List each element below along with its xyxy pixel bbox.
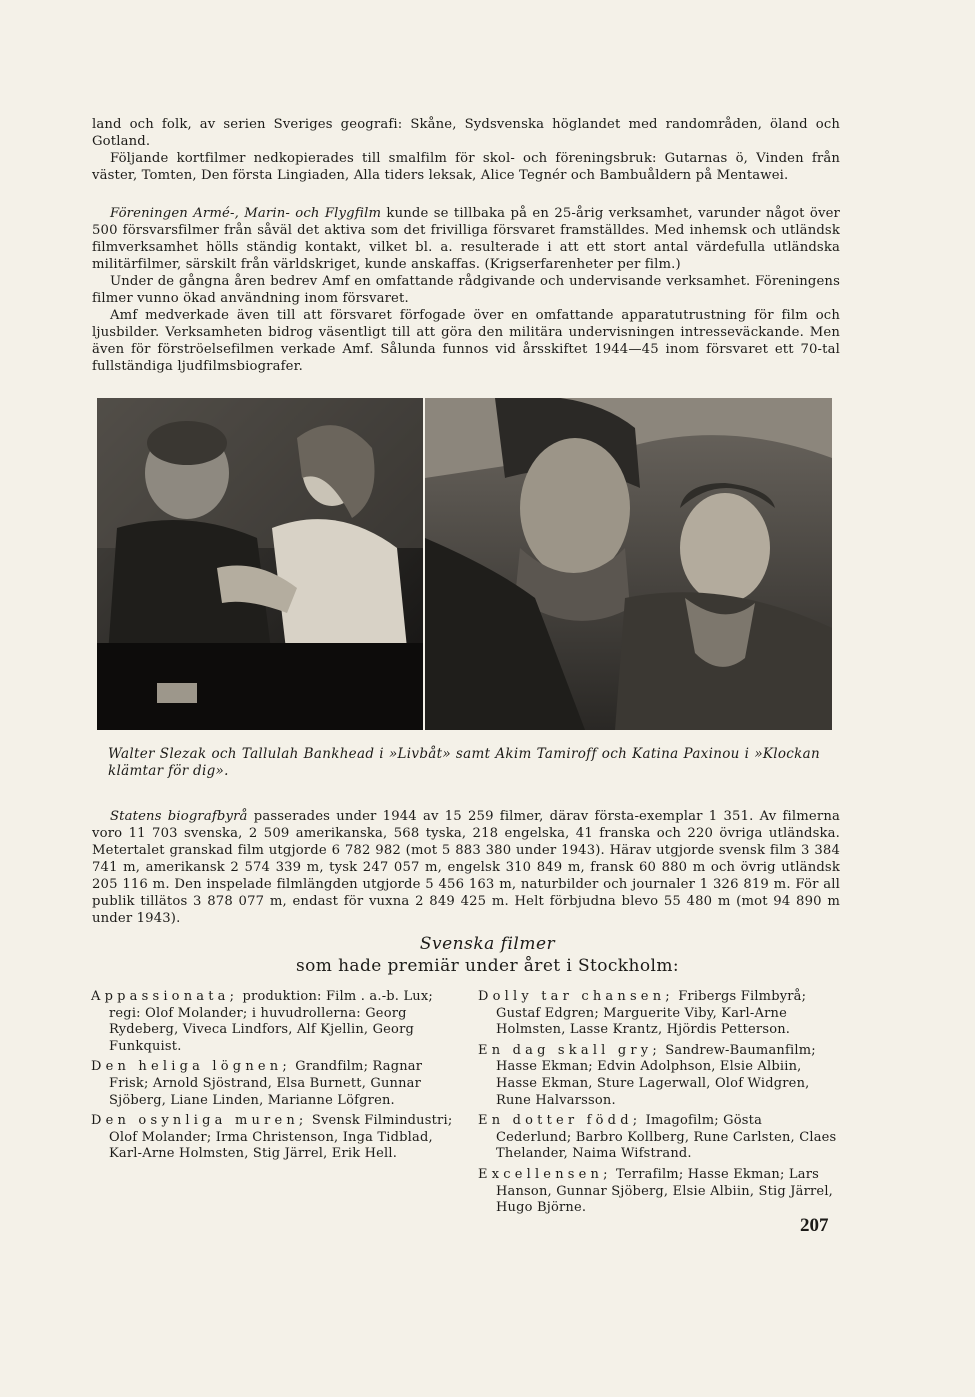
photo-bell-tolls-image [425,398,832,730]
amf-paragraph-3: Amf medverkade även till att försvaret förfogade över en omfattande apparatutrustning för film och ljusbilder. Verksamheten bidrog väsentligt till att göra den militära undervisningen intresseväckande. Men även för förströelsefilmen verkade Amf. Sålunda funnos vid årsskiftet 1944—45 inom försvaret ett 70-tal fullständiga ljudfilmsbiografer. [92,308,840,374]
photo-lifeboat-image [97,398,423,730]
film-entry [91,1059,453,1109]
photo-bell-tolls [425,398,832,730]
film-entry [91,989,453,1055]
amf-text [92,205,840,375]
film-details: Imagofilm; Gösta Cederlund; Barbro Kollberg, Rune Carlsten, Claes Thelander, Naima Wifstrand. [496,1113,837,1162]
film-title: Den osynliga muren; [91,1113,308,1129]
intro-text [92,116,840,184]
film-entry [478,1113,840,1163]
amf-paragraph-1 [92,205,840,273]
film-title: En dotter född; [478,1113,642,1129]
amf-paragraph-1-rest: kunde se tillbaka på en 25-årig verksamhet, varunder något över 500 försvarsfilmer från såväl det aktiva som det frivilliga försvaret framställdes. Med inhemsk och utländsk filmverksamhet hölls ständig kontakt, vilket bl. a. resulterade i att ett stort antal värdefulla utländska militärfilmer, särskilt från världskriget, kunde anskaffas. (Krigserfarenheter per film.) [92,206,841,272]
amf-lead: Föreningen Armé-, Marin- och Flygfilm [110,206,382,221]
film-entry [478,1167,840,1217]
film-entry [478,1043,840,1109]
statens-paragraph [92,808,840,927]
film-title: Excellensen; [478,1166,612,1182]
films-left-column [91,989,453,1167]
film-details: Sandrew-Baumanfilm; Hasse Ekman; Edvin Adolphson, Elsie Albiin, Hasse Ekman, Sture Lagerwall, Olof Widgren, Rune Halvarsson. [496,1042,816,1108]
photo-caption: Walter Slezak och Tallulah Bankhead i »Livbåt» samt Akim Tamiroff och Katina Paxinou i »Klockan klämtar för dig». [108,746,820,779]
section-subheading: som hade premiär under året i Stockholm: [296,956,679,976]
film-details: Fribergs Filmbyrå; Gustaf Edgren; Marguerite Viby, Karl-Arne Holmsten, Lasse Krantz, Hjördis Petterson. [496,989,807,1038]
section-heading: Svenska filmer [419,934,556,954]
film-entry [478,989,840,1039]
intro-paragraph-2: Följande kortfilmer nedkopierades till smalfilm för skol- och föreningsbruk: Gutarnas ö, Vinden från väster, Tomten, Den första Lingiaden, Alla tiders leksak, Alice Tegnér och Bambuåldern på Mentawei. [92,151,840,183]
amf-paragraph-2: Under de gångna åren bedrev Amf en omfattande rådgivande och undervisande verksamhet. Föreningens filmer vunno ökad användning inom försvaret. [92,274,840,306]
film-details: produktion: Film . a.-b. Lux; regi: Olof Molander; i huvudrollerna: Georg Rydeberg, Viveca Lindfors, Alf Kjellin, Georg Funkquist. [109,989,433,1054]
page-number: 207 [800,1215,829,1236]
statens-rest: passerades under 1944 av 15 259 filmer, därav första-exemplar 1 351. Av filmerna voro 11 703 svenska, 2 509 amerikanska, 568 tyska, 218 engelska, 41 franska och 220 övriga utländska. Metertalet granskad film utgjorde 6 782 982 (mot 5 883 380 under 1943). Härav utgjorde svensk film 3 384 741 m, amerikansk 2 574 339 m, tysk 247 057 m, engelsk 310 849 m, fransk 60 880 m och övrig utländsk 205 116 m. Den inspelade filmlängden utgjorde 5 456 163 m, naturbilder och journaler 1 326 819 m. För all publik tillätos 3 878 077 m, endast för vuxna 2 849 425 m. Helt förbjudna blevo 55 480 m (mot 94 890 m under 1943). [92,809,840,926]
statens-text [92,808,840,927]
film-title: Dolly tar chansen; [478,989,674,1004]
film-title: Den heliga lögnen; [91,1059,291,1075]
photo-lifeboat [97,398,423,730]
intro-paragraph-1: land och folk, av serien Sveriges geografi: Skåne, Sydsvenska höglandet med randområden, öland och Gotland. [92,117,840,149]
film-title: Appassionata; [91,989,239,1004]
film-details: Grandfilm; Ragnar Frisk; Arnold Sjöstrand, Elsa Burnett, Gunnar Sjöberg, Liane Linden, Marianne Löfgren. [109,1059,423,1108]
statens-lead: Statens biografbyrå [110,809,248,824]
film-details: Terrafilm; Hasse Ekman; Lars Hanson, Gunnar Sjöberg, Elsie Albiin, Stig Järrel, Hugo Björne. [496,1166,834,1216]
film-title: En dag skall gry; [478,1042,661,1058]
film-entry [91,1113,453,1163]
film-details: Svensk Filmindustri; Olof Molander; Irma Christenson, Inga Tidblad, Karl-Arne Holmsten, Stig Järrel, Erik Hell. [109,1113,453,1162]
films-right-column [478,989,840,1221]
